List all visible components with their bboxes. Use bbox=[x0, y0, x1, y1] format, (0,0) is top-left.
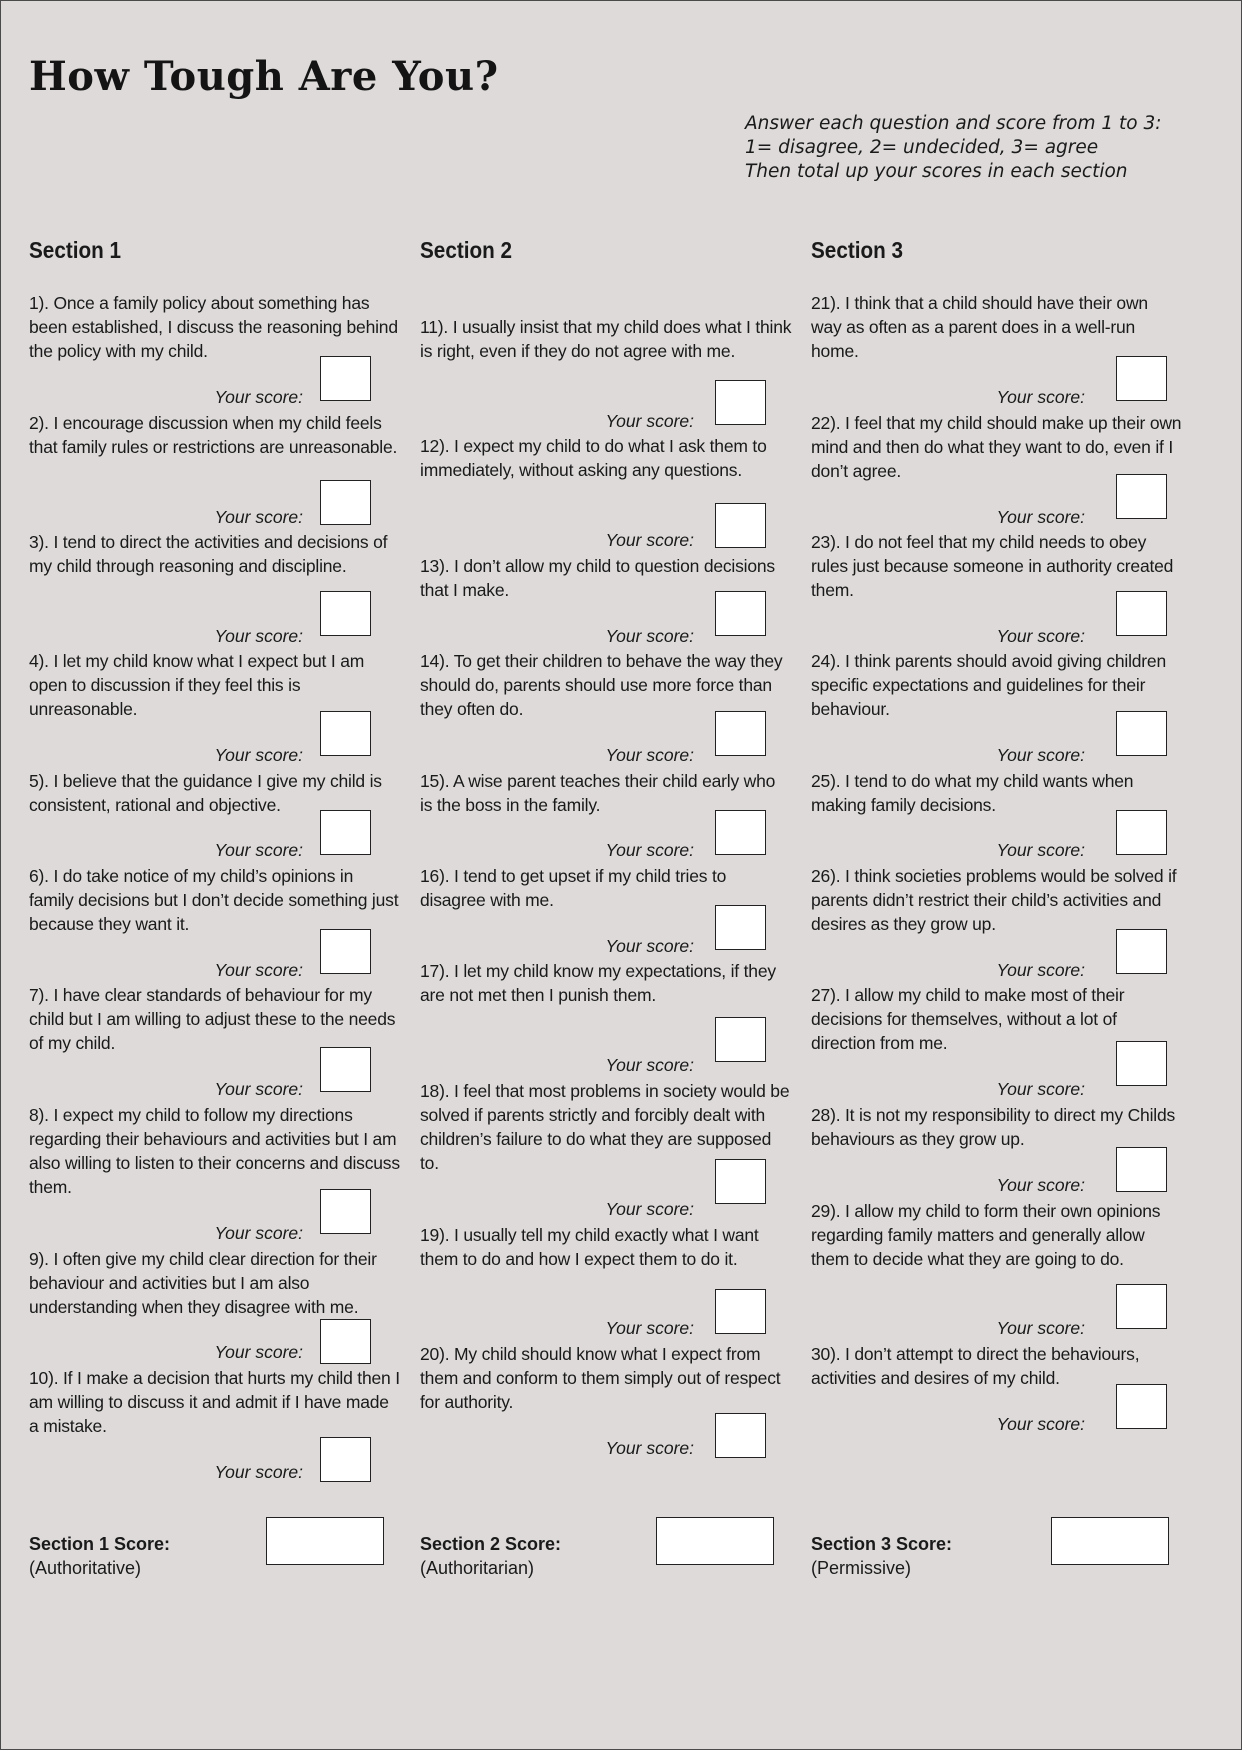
question-text: 17). I let my child know my expectations, if they are not met then I punish them. bbox=[420, 961, 776, 1005]
score-label: Your score: bbox=[996, 1175, 1085, 1195]
score-label: Your score: bbox=[605, 626, 694, 646]
instructions bbox=[745, 112, 1161, 184]
score-label: Your score: bbox=[996, 626, 1085, 646]
score-label: Your score: bbox=[996, 840, 1085, 860]
section-score-type: (Authoritative) bbox=[29, 1558, 142, 1578]
section-heading: Section 2 bbox=[420, 237, 513, 263]
question-text: 20). My child should know what I expect from them and conform to them simply out of respect for authority. bbox=[420, 1344, 781, 1412]
score-label: Your score: bbox=[996, 1079, 1085, 1099]
instruction-line: 1= disagree, 2= undecided, 3= agree bbox=[745, 137, 1099, 158]
question-text: 27). I allow my child to make most of their decisions for themselves, without a lot of direction from me. bbox=[811, 985, 1125, 1053]
question-text: 16). I tend to get upset if my child tries to disagree with me. bbox=[420, 866, 727, 910]
question-text: 30). I don’t attempt to direct the behaviours, activities and desires of my child. bbox=[811, 1344, 1140, 1388]
score-input-box[interactable] bbox=[320, 810, 371, 855]
score-input-box[interactable] bbox=[320, 711, 371, 756]
score-label: Your score: bbox=[996, 387, 1085, 407]
section-heading: Section 1 bbox=[29, 237, 122, 263]
question-text: 12). I expect my child to do what I ask them to immediately, without asking any questions. bbox=[420, 436, 767, 480]
question-text: 21). I think that a child should have their own way as often as a parent does in a well-run home. bbox=[811, 293, 1148, 361]
question-text: 2). I encourage discussion when my child feels that family rules or restrictions are unreasonable. bbox=[29, 413, 398, 457]
score-input-box[interactable] bbox=[320, 480, 371, 525]
score-input-box[interactable] bbox=[320, 929, 371, 974]
question-text: 28). It is not my responsibility to direct my Childs behaviours as they grow up. bbox=[811, 1105, 1176, 1149]
question-text: 13). I don’t allow my child to question decisions that I make. bbox=[420, 556, 775, 600]
score-label: Your score: bbox=[996, 960, 1085, 980]
score-input-box[interactable] bbox=[1116, 356, 1167, 401]
score-label: Your score: bbox=[214, 387, 303, 407]
question-text: 3). I tend to direct the activities and decisions of my child through reasoning and discipline. bbox=[29, 532, 388, 576]
score-label: Your score: bbox=[214, 745, 303, 765]
question-text: 23). I do not feel that my child needs to obey rules just because someone in authority created them. bbox=[811, 532, 1174, 600]
question-text: 15). A wise parent teaches their child early who is the boss in the family. bbox=[420, 771, 776, 815]
question-text: 24). I think parents should avoid giving children specific expectations and guidelines for their behaviour. bbox=[811, 651, 1166, 719]
instruction-line: Then total up your scores in each section bbox=[745, 161, 1128, 182]
question-text: 26). I think societies problems would be solved if parents didn’t restrict their child’s activities and desires as they grow up. bbox=[811, 866, 1177, 934]
score-input-box[interactable] bbox=[1116, 591, 1167, 636]
score-label: Your score: bbox=[605, 411, 694, 431]
score-input-box[interactable] bbox=[715, 711, 766, 756]
score-input-box[interactable] bbox=[715, 591, 766, 636]
score-input-box[interactable] bbox=[715, 1159, 766, 1204]
question-text: 11). I usually insist that my child does what I think is right, even if they do not agree with me. bbox=[420, 317, 792, 361]
question-text: 14). To get their children to behave the way they should do, parents should use more force than they often do. bbox=[420, 651, 783, 719]
section-score-title: Section 1 Score: bbox=[29, 1534, 171, 1554]
score-label: Your score: bbox=[214, 1342, 303, 1362]
score-input-box[interactable] bbox=[320, 1437, 371, 1482]
score-label: Your score: bbox=[996, 1318, 1085, 1338]
question-text: 29). I allow my child to form their own opinions regarding family matters and generally allow them to decide what they are going to do. bbox=[811, 1201, 1161, 1269]
score-label: Your score: bbox=[214, 1079, 303, 1099]
score-label: Your score: bbox=[605, 1318, 694, 1338]
score-input-box[interactable] bbox=[1116, 1147, 1167, 1192]
question-text: 9). I often give my child clear direction for their behaviour and activities but I am also understanding when they disagree with me. bbox=[29, 1249, 377, 1317]
score-input-box[interactable] bbox=[1116, 929, 1167, 974]
question-text: 6). I do take notice of my child’s opinions in family decisions but I don’t decide something just because they want it. bbox=[29, 866, 399, 934]
question-text: 8). I expect my child to follow my directions regarding their behaviours and activities but I am also willing to listen to their concerns and discuss them. bbox=[29, 1105, 400, 1197]
score-label: Your score: bbox=[214, 1462, 303, 1482]
score-input-box[interactable] bbox=[320, 356, 371, 401]
score-input-box[interactable] bbox=[715, 1413, 766, 1458]
section-score-title: Section 2 Score: bbox=[420, 1534, 562, 1554]
page-title: How Tough Are You? bbox=[29, 53, 499, 100]
score-label: Your score: bbox=[214, 840, 303, 860]
score-input-box[interactable] bbox=[320, 1319, 371, 1364]
score-label: Your score: bbox=[605, 745, 694, 765]
score-label: Your score: bbox=[996, 1414, 1085, 1434]
score-input-box[interactable] bbox=[1116, 810, 1167, 855]
score-label: Your score: bbox=[605, 1438, 694, 1458]
score-input-box[interactable] bbox=[320, 1047, 371, 1092]
score-input-box[interactable] bbox=[715, 810, 766, 855]
score-label: Your score: bbox=[605, 936, 694, 956]
score-label: Your score: bbox=[605, 1199, 694, 1219]
instruction-line: Answer each question and score from 1 to 3: bbox=[745, 113, 1162, 134]
question-text: 4). I let my child know what I expect but I am open to discussion if they feel this is unreasonable. bbox=[29, 651, 365, 719]
score-label: Your score: bbox=[996, 745, 1085, 765]
score-label: Your score: bbox=[605, 530, 694, 550]
score-label: Your score: bbox=[214, 960, 303, 980]
score-input-box[interactable] bbox=[715, 905, 766, 950]
section-score-title: Section 3 Score: bbox=[811, 1534, 953, 1554]
score-input-box[interactable] bbox=[1116, 711, 1167, 756]
section-total-box[interactable] bbox=[1051, 1517, 1169, 1565]
question-text: 25). I tend to do what my child wants when making family decisions. bbox=[811, 771, 1134, 815]
section-score-type: (Permissive) bbox=[811, 1558, 912, 1578]
score-input-box[interactable] bbox=[1116, 1041, 1167, 1086]
score-input-box[interactable] bbox=[1116, 474, 1167, 519]
question-text: 1). Once a family policy about something has been established, I discuss the reasoning behind the policy with my child. bbox=[29, 293, 398, 361]
section-score-type: (Authoritarian) bbox=[420, 1558, 535, 1578]
question-text: 18). I feel that most problems in society would be solved if parents strictly and forcibly dealt with children’s failure to do what they are supposed to. bbox=[420, 1081, 790, 1173]
score-input-box[interactable] bbox=[320, 1189, 371, 1234]
score-input-box[interactable] bbox=[715, 380, 766, 425]
section-total-box[interactable] bbox=[656, 1517, 774, 1565]
score-input-box[interactable] bbox=[1116, 1384, 1167, 1429]
score-input-box[interactable] bbox=[715, 503, 766, 548]
score-label: Your score: bbox=[605, 840, 694, 860]
question-text: 22). I feel that my child should make up their own mind and then do what they want to do, even if I don’t agree. bbox=[811, 413, 1182, 481]
section-heading: Section 3 bbox=[811, 237, 904, 263]
section-total-box[interactable] bbox=[266, 1517, 384, 1565]
score-input-box[interactable] bbox=[715, 1289, 766, 1334]
question-text: 19). I usually tell my child exactly what I want them to do and how I expect them to do it. bbox=[420, 1225, 759, 1269]
question-text: 10). If I make a decision that hurts my child then I am willing to discuss it and admit if I have made a mistake. bbox=[29, 1368, 400, 1436]
score-label: Your score: bbox=[214, 1223, 303, 1243]
score-label: Your score: bbox=[996, 507, 1085, 527]
question-text: 7). I have clear standards of behaviour for my child but I am willing to adjust these to the needs of my child. bbox=[29, 985, 396, 1053]
score-label: Your score: bbox=[605, 1055, 694, 1075]
score-label: Your score: bbox=[214, 507, 303, 527]
score-label: Your score: bbox=[214, 626, 303, 646]
score-input-box[interactable] bbox=[1116, 1284, 1167, 1329]
score-input-box[interactable] bbox=[320, 591, 371, 636]
score-input-box[interactable] bbox=[715, 1017, 766, 1062]
question-text: 5). I believe that the guidance I give my child is consistent, rational and objective. bbox=[29, 771, 382, 815]
